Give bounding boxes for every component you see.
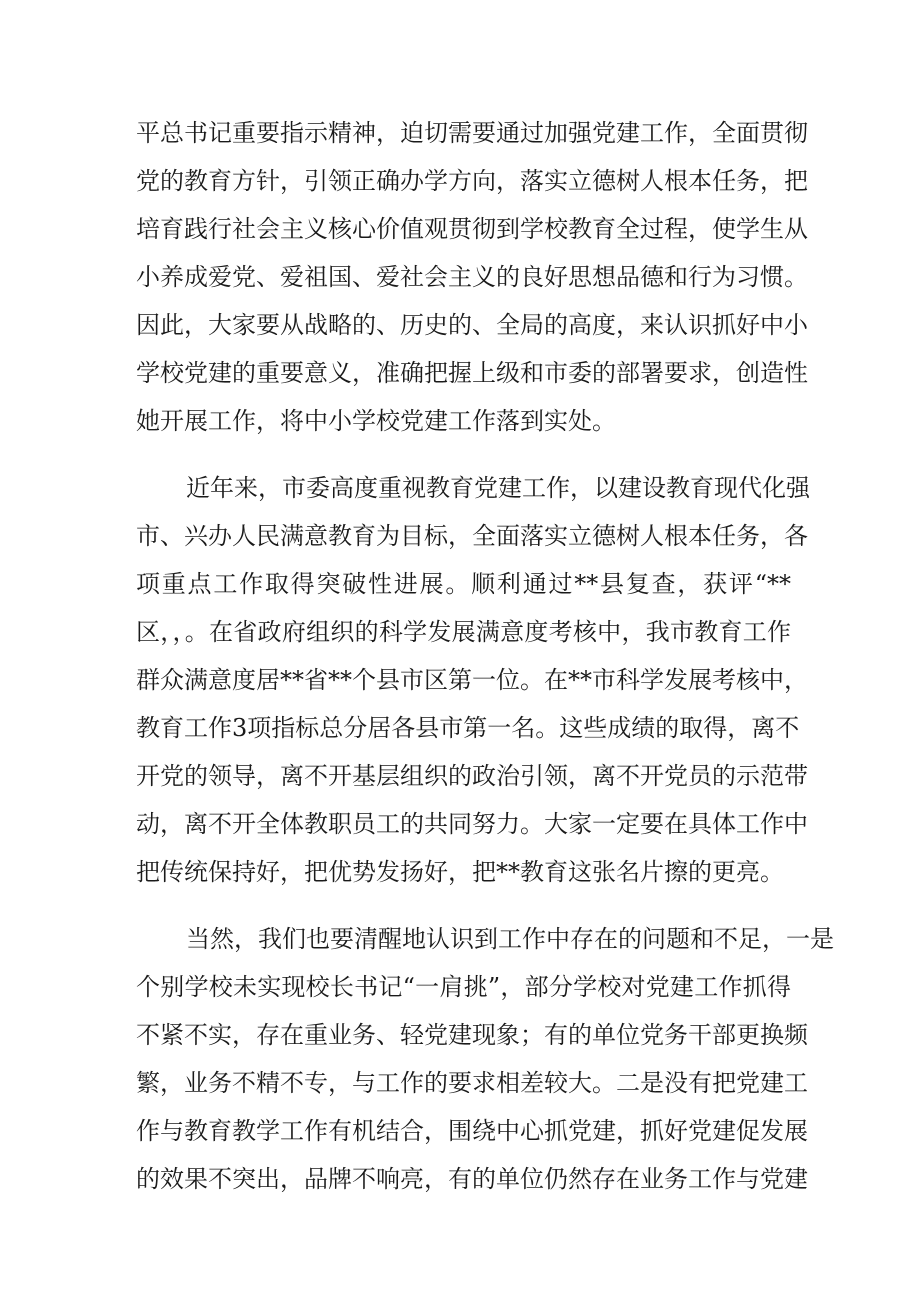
paragraph-2-line-8: 动，离不开全体教职员工的共同努力。大家一定要在具体工作中: [136, 810, 808, 838]
paragraph-2-line-7: 开党的领导，离不开基层组织的政治引领，离不开党员的示范带: [136, 762, 808, 790]
paragraph-3-line-5: 作与教育教学工作有机结合，围绕中心抓党建，抓好党建促发展: [136, 1117, 808, 1145]
paragraph-2-line-9: 把传统保持好，把优势发扬好，把**教育这张名片擦的更亮。: [136, 858, 784, 886]
paragraph-2-line-2: 市、兴办人民满意教育为目标，全面落实立德树人根本任务，各: [136, 522, 808, 550]
paragraph-1-line-6: 学校党建的重要意义，准确把握上级和市委的部署要求，创造性: [136, 359, 808, 387]
paragraph-3-line-6: 的效果不突出，品牌不响亮，有的单位仍然存在业务工作与党建: [136, 1165, 808, 1193]
paragraph-2-line-3: 项重点工作取得突破性进展。顺利通过**县复查，获评“**: [136, 570, 791, 598]
paragraph-1-line-7: 她开展工作，将中小学校党建工作落到实处。: [136, 407, 616, 435]
paragraph-3-line-2: 个别学校未实现校长书记“一肩挑”，部分学校对党建工作抓得: [136, 973, 791, 1001]
paragraph-2-line-4: 区，，。在省政府组织的科学发展满意度考核中，我市教育工作: [136, 618, 791, 646]
paragraph-3-line-3: 不紧不实，存在重业务、轻党建现象；有的单位党务干部更换频: [136, 1021, 808, 1049]
paragraph-3-line-1: 当然，我们也要清醒地认识到工作中存在的问题和不足，一是: [186, 925, 834, 953]
paragraph-1-line-3: 培育践行社会主义核心价值观贯彻到学校教育全过程，使学生从: [136, 215, 808, 243]
paragraph-3-line-4: 繁，业务不精不专，与工作的要求相差较大。二是没有把党建工: [136, 1069, 808, 1097]
paragraph-2-line-1: 近年来，市委高度重视教育党建工作，以建设教育现代化强: [186, 474, 810, 502]
paragraph-1-line-4: 小养成爱党、爱祖国、爱社会主义的良好思想品德和行为习惯。: [136, 263, 808, 291]
paragraph-2-line-6: 教育工作3项指标总分居各县市第一名。这些成绩的取得，离不: [136, 714, 800, 742]
paragraph-1-line-2: 党的教育方针，引领正确办学方向，落实立德树人根本任务，把: [136, 167, 808, 195]
paragraph-1-line-5: 因此，大家要从战略的、历史的、全局的高度，来认识抓好中小: [136, 311, 808, 339]
paragraph-2-line-5: 群众满意度居**省**个县市区第一位。在**市科学发展考核中，: [136, 666, 808, 694]
paragraph-1-line-1: 平总书记重要指示精神，迫切需要通过加强党建工作，全面贯彻: [136, 119, 808, 147]
